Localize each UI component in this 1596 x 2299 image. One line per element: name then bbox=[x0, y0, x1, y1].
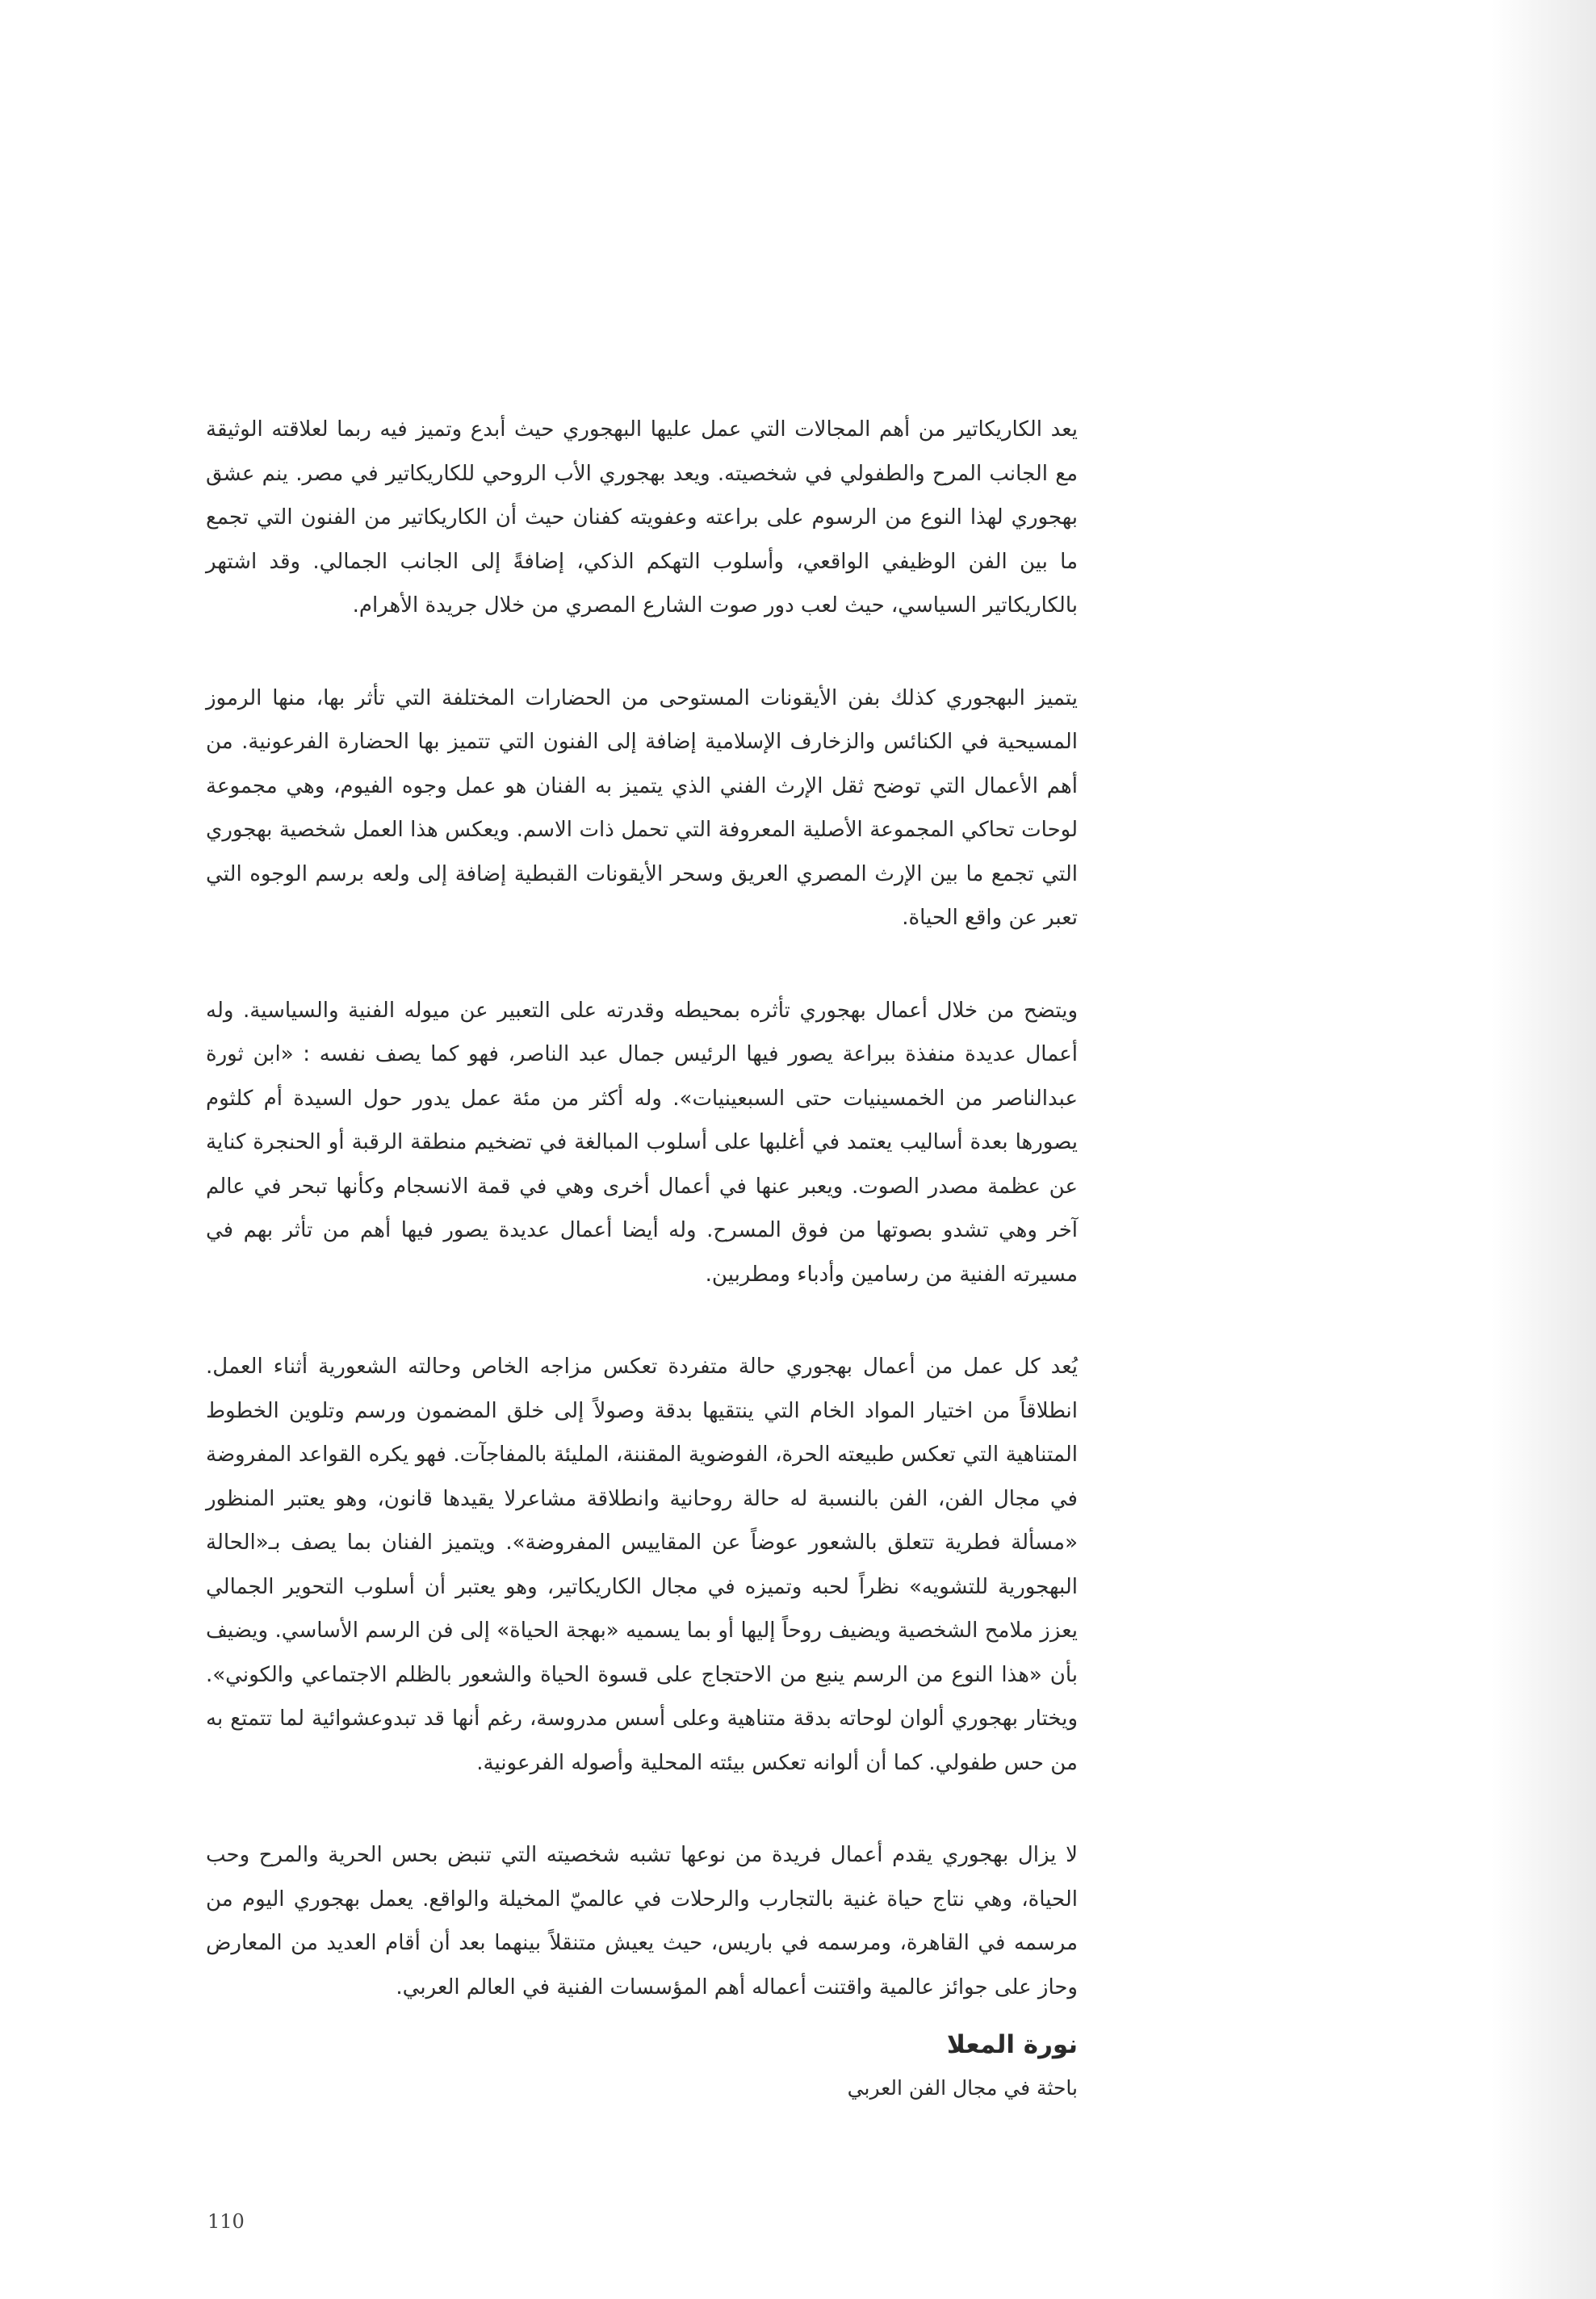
paragraph-today: لا يزال بهجوري يقدم أعمال فريدة من نوعها تشبه شخصيته التي تنبض بحس الحرية والمرح وحب الحياة، وهي نتاج حياة غنية بالتجارب والرحلات في عالميّ المخيلة والواقع. يعمل بهجوري اليوم من مرسمه في القاهرة، ومرسمه في باريس، حيث يعيش متنقلاً بينهما بعد أن أقام العديد من المعارض وحاز على جوائز عالمية واقتنت أعماله أهم المؤسسات الفنية في العالم العربي. bbox=[206, 1843, 1078, 2000]
page-gutter-shadow bbox=[1491, 0, 1596, 2299]
author-name: نورة المعلا bbox=[946, 2030, 1078, 2059]
paragraph-caricature: يعد الكاريكاتير من أهم المجالات التي عمل عليها البهجوري حيث أبدع وتميز فيه ربما لعلاقته الوثيقة مع الجانب المرح والطفولي في شخصيته. ويعد بهجوري الأب الروحي للكاريكاتير في مصر. ينم عشق بهجوري لهذا النوع من الرسوم على براعته وعفويته كفنان حيث أن الكاريكاتير من الفنون التي تجمع ما بين الفن الوظيفي الواقعي، وأسلوب التهكم الذكي، إضافةً إلى الجانب الجمالي. وقد اشتهر بالكاريكاتير السياسي، حيث لعب دور صوت الشارع المصري من خلال جريدة الأهرام. bbox=[206, 417, 1078, 618]
page-number: 110 bbox=[207, 2210, 245, 2233]
paragraph-icons: يتميز البهجوري كذلك بفن الأيقونات المستوحى من الحضارات المختلفة التي تأثر بها، منها الرموز المسيحية في الكنائس والزخارف الإسلامية إضافة إلى الفنون التي تتميز بها الحضارة الفرعونية. من أهم الأعمال التي توضح ثقل الإرث الفني الذي يتميز به الفنان هو عمل وجوه الفيوم، وهي مجموعة لوحات تحاكي المجموعة الأصلية المعروفة التي تحمل ذات الاسم. ويعكس هذا العمل شخصية بهجوري التي تجمع ما بين الإرث المصري العريق وسحر الأيقونات القبطية إضافة إلى ولعه برسم الوجوه التي تعبر عن واقع الحياة. bbox=[206, 685, 1078, 930]
paragraph-style: يُعد كل عمل من أعمال بهجوري حالة متفردة تعكس مزاجه الخاص وحالته الشعورية أثناء العمل. انطلاقاً من اختيار المواد الخام التي ينتقيها بدقة وصولاً إلى خلق المضمون ورسم وتلوين الخطوط المتناهية التي تعكس طبيعته الحرة، الفوضوية المقننة، المليئة بالمفاجآت. فهو يكره القواعد المفروضة في مجال الفن، الفن بالنسبة له حالة روحانية وانطلاقة مشاعرلا يقيدها قانون، وهو يعتبر المنظور «مسألة فطرية تتعلق بالشعور عوضاً عن المقاييس المفروضة». ويتميز الفنان بما يصف بـ«الحالة البهجورية للتشويه» نظراً لحبه وتميزه في مجال الكاريكاتير، وهو يعتبر أن أسلوب التحوير الجمالي يعزز ملامح الشخصية ويضيف روحاً إليها أو بما يسميه «بهجة الحياة» إلى فن الرسم الأساسي. ويضيف بأن «هذا النوع من الرسم ينبع من الاحتجاج على قسوة الحياة والشعور بالظلم الاجتماعي والكوني». ويختار بهجوري ألوان لوحاته بدقة متناهية وعلى أسس مدروسة، رغم أنها قد تبدوعشوائية لما تتمتع به من حس طفولي. كما أن ألوانه تعكس بيئته المحلية وأصوله الفرعونية. bbox=[206, 1355, 1078, 1775]
article-body bbox=[206, 408, 1078, 2058]
paragraph-politics: ويتضح من خلال أعمال بهجوري تأثره بمحيطه وقدرته على التعبير عن ميوله الفنية والسياسية. وله أعمال عديدة منفذة ببراعة يصور فيها الرئيس جمال عبد الناصر، فهو كما يصف نفسه : «ابن ثورة عبدالناصر من الخمسينيات حتى السبعينيات». وله أكثر من مئة عمل يدور حول السيدة أم كلثوم يصورها بعدة أساليب يعتمد في أغلبها على أسلوب المبالغة في تضخيم منطقة الرقبة أو الحنجرة كناية عن عظمة مصدر الصوت. ويعبر عنها في أعمال أخرى وهي في قمة الانسجام وكأنها تبحر في عالم آخر وهي تشدو بصوتها من فوق المسرح. وله أيضا أعمال عديدة يصور فيها أهم من تأثر بهم في مسيرته الفنية من رسامين وأدباء ومطربين. bbox=[206, 998, 1078, 1287]
author-title: باحثة في مجال الفن العربي bbox=[847, 2076, 1078, 2100]
